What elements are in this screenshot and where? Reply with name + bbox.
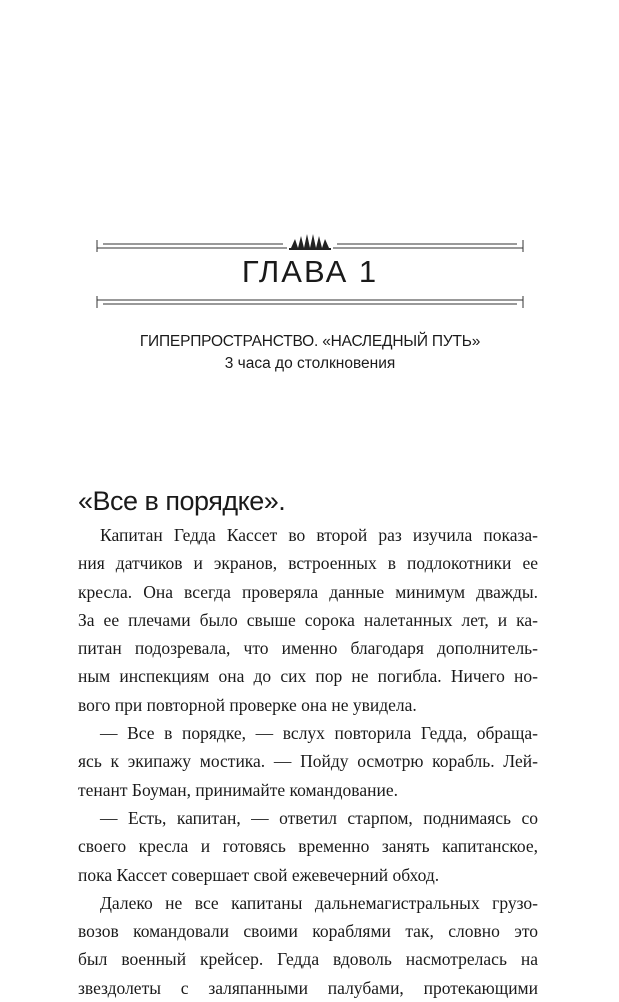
chapter-time: 3 часа до столкновения	[224, 355, 396, 372]
lead-line: «Все в порядке».	[78, 486, 286, 516]
text-line: Капитан Гедда Кассет во второй раз изучила показа-	[100, 525, 538, 545]
text-line: своего кресла и готовясь временно занять капитанское,	[78, 836, 538, 857]
text-line: — Есть, капитан, — ответил старпом, поднимаясь со	[100, 807, 538, 828]
chapter-title: ГЛАВА 1	[241, 254, 379, 289]
body-text	[78, 521, 538, 1002]
text-line: звездолеты с заляпанными палубами, протекающими	[78, 977, 538, 998]
text-line: вого при повторной проверке она не увидела.	[78, 694, 417, 715]
text-line: За ее плечами было свыше сорока налетанных лет, и ка-	[78, 609, 538, 630]
text-line: Далеко не все капитаны дальнемагистральных грузо-	[100, 892, 538, 913]
text-line: возов командовали своими кораблями так, словно это	[78, 921, 538, 942]
chapter-location: ГИПЕРПРОСТРАНСТВО. «НАСЛЕДНЫЙ ПУТЬ»	[139, 333, 481, 350]
text-line: тенант Боуман, принимайте командование.	[78, 779, 398, 800]
text-line: ным инспекциям она до сих пор не погибла. Ничего но-	[78, 666, 538, 687]
paragraph	[78, 719, 538, 804]
paragraph	[78, 889, 538, 1002]
text-line: был военный крейсер. Гедда вдоволь насмотрелась на	[78, 949, 538, 970]
fan-ornament-icon	[289, 234, 331, 250]
text-line: — Все в порядке, — вслух повторила Гедда, обраща-	[100, 723, 538, 744]
text-line: питан подозревала, что именно благодаря дополнитель-	[78, 638, 538, 659]
paragraph	[78, 804, 538, 889]
paragraph	[78, 521, 538, 719]
text-line: пока Кассет совершает свой ежевечерний обход.	[78, 864, 440, 885]
text-line: кресла. Она всегда проверяла данные минимум дважды.	[78, 581, 538, 602]
text-line: ния датчиков и экранов, встроенных в подлокотники ее	[78, 553, 538, 574]
text-line: ясь к экипажу мостика. — Пойду осмотрю корабль. Лей-	[78, 751, 538, 772]
